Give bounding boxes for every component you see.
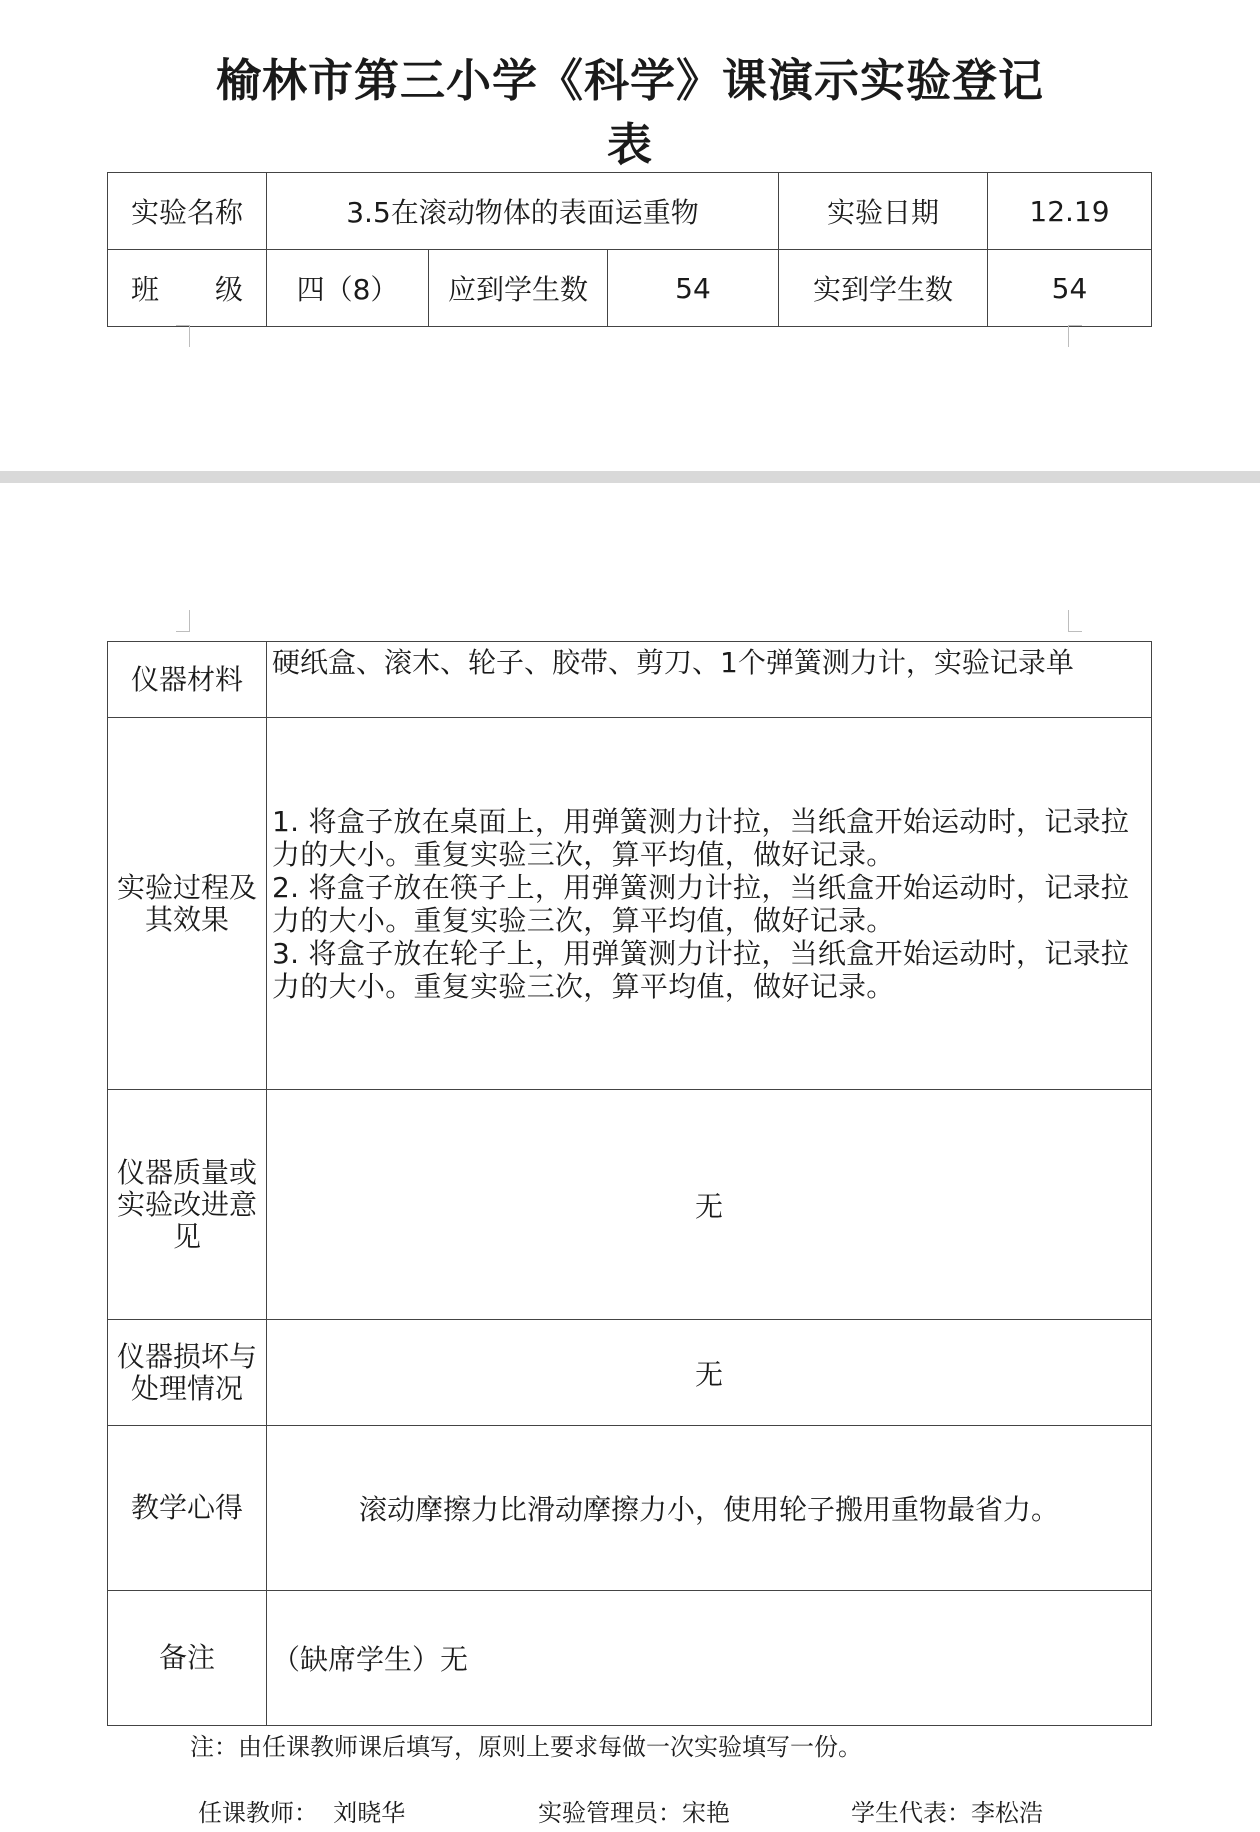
experiment-name-value: 3.5在滚动物体的表面运重物 — [267, 173, 779, 250]
quality-value: 无 — [267, 1090, 1152, 1320]
table-row — [108, 1320, 1152, 1426]
process-label: 实验过程及其效果 — [108, 718, 267, 1090]
damage-value: 无 — [267, 1320, 1152, 1426]
process-step: 3. 将盒子放在轮子上，用弹簧测力计拉，当纸盒开始运动时，记录拉力的大小。重复实验三次，算平均值，做好记录。 — [272, 936, 1130, 1003]
table-row — [108, 173, 1152, 250]
page-title-continued: 表 — [606, 118, 653, 171]
actual-students-label: 实到学生数 — [779, 250, 988, 327]
insight-label: 教学心得 — [108, 1426, 267, 1591]
process-step: 2. 将盒子放在筷子上，用弹簧测力计拉，当纸盒开始运动时，记录拉力的大小。重复实验三次，算平均值，做好记录。 — [272, 870, 1130, 937]
experiment-date-value: 12.19 — [988, 173, 1152, 250]
process-value — [267, 718, 1152, 1090]
table-row — [108, 642, 1152, 718]
page-separator — [0, 471, 1260, 483]
table-row — [108, 1090, 1152, 1320]
remark-label: 备注 — [108, 1591, 267, 1726]
materials-value: 硬纸盒、滚木、轮子、胶带、剪刀、1个弹簧测力计，实验记录单 — [267, 642, 1152, 718]
table-row — [108, 1426, 1152, 1591]
quality-label: 仪器质量或实验改进意见 — [108, 1090, 267, 1320]
materials-label: 仪器材料 — [108, 642, 267, 718]
table-row — [108, 250, 1152, 327]
experiment-name-label: 实验名称 — [108, 173, 267, 250]
table-row — [108, 718, 1152, 1090]
remark-value: （缺席学生）无 — [267, 1591, 1152, 1726]
expected-students-label: 应到学生数 — [429, 250, 608, 327]
manager-signature: 实验管理员：宋艳 — [538, 1799, 730, 1827]
experiment-date-label: 实验日期 — [779, 173, 988, 250]
page-corner-mark — [176, 325, 190, 347]
insight-value: 滚动摩擦力比滑动摩擦力小，使用轮子搬用重物最省力。 — [267, 1426, 1152, 1591]
header-table — [107, 172, 1152, 327]
actual-students-value: 54 — [988, 250, 1152, 327]
page-corner-mark — [176, 610, 190, 632]
page-title: 榆林市第三小学《科学》课演示实验登记 — [215, 54, 1044, 107]
teacher-signature: 任课教师： 刘晓华 — [198, 1799, 406, 1827]
page-corner-mark — [1068, 610, 1082, 632]
expected-students-value: 54 — [608, 250, 779, 327]
table-row — [108, 1591, 1152, 1726]
process-step: 1. 将盒子放在桌面上，用弹簧测力计拉，当纸盒开始运动时，记录拉力的大小。重复实验三次，算平均值，做好记录。 — [272, 804, 1130, 871]
page-corner-mark — [1068, 325, 1082, 347]
detail-table — [107, 641, 1152, 1726]
class-value: 四（8） — [267, 250, 429, 327]
student-rep-signature: 学生代表：李松浩 — [851, 1799, 1043, 1827]
footnote: 注：由任课教师课后填写，原则上要求每做一次实验填写一份。 — [190, 1733, 862, 1761]
damage-label: 仪器损坏与处理情况 — [108, 1320, 267, 1426]
class-label: 班 级 — [108, 250, 267, 327]
